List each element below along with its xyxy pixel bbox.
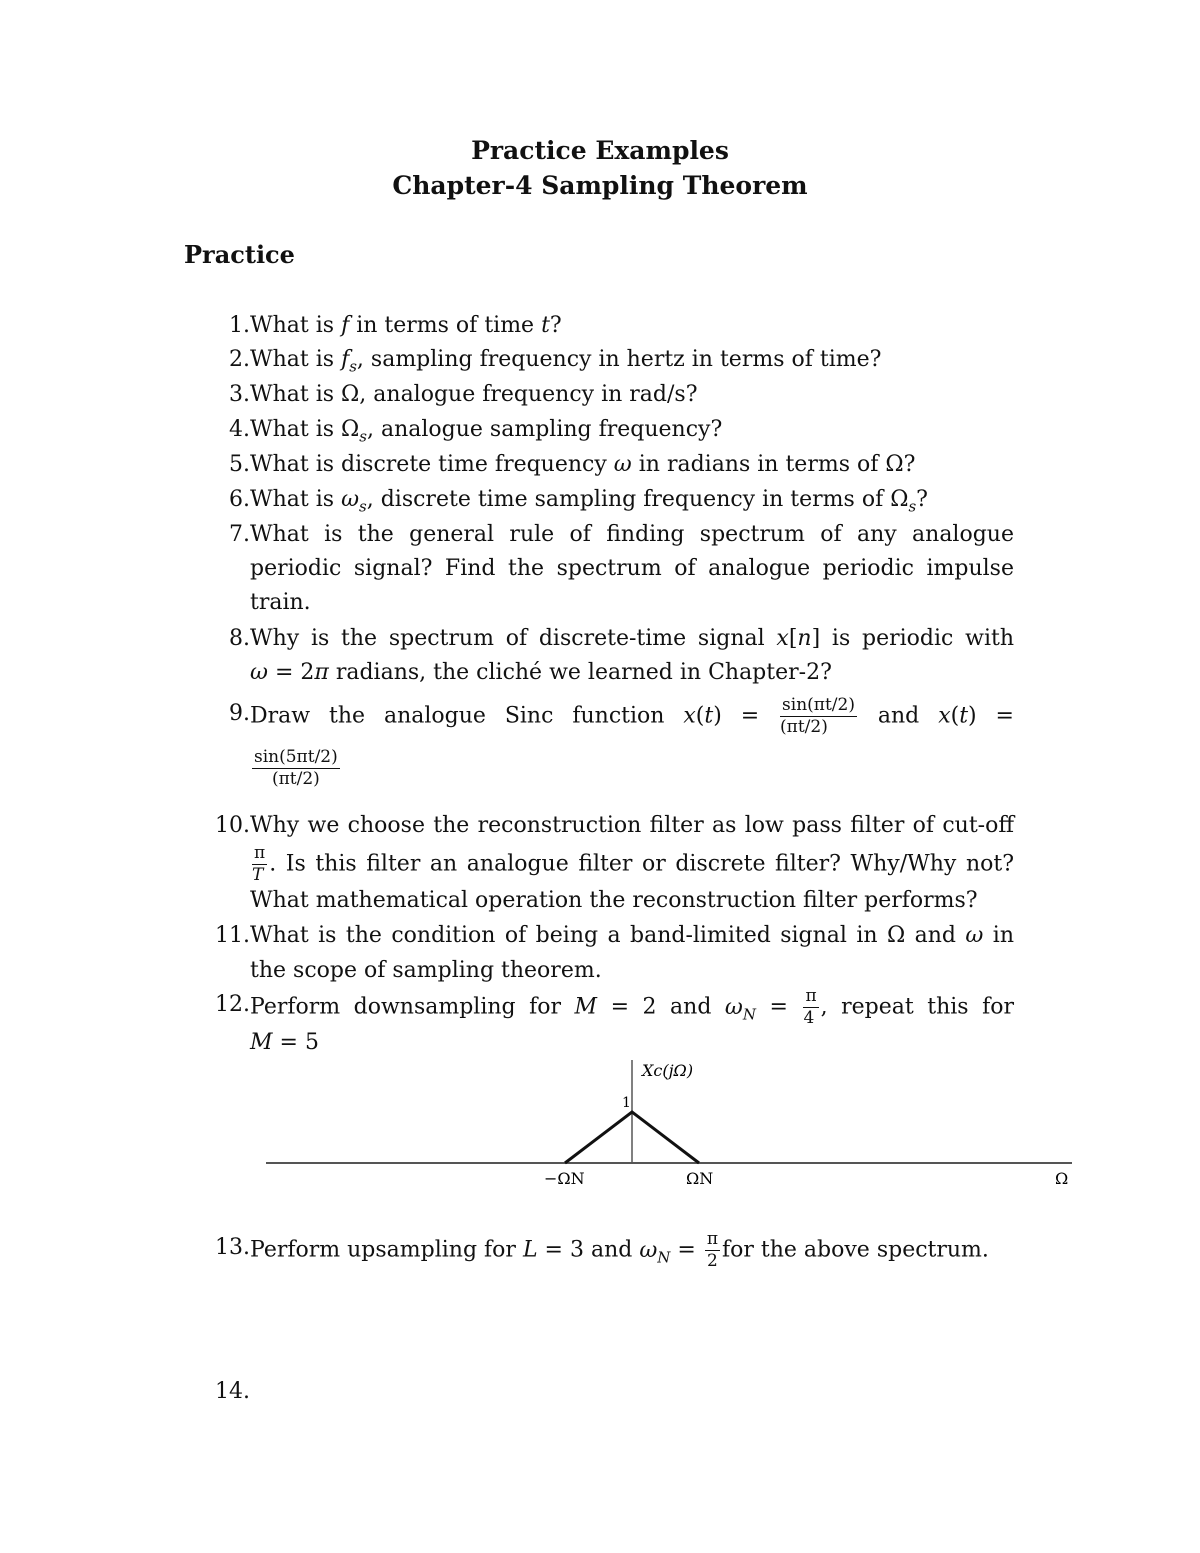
question-text: What is Ω, analogue frequency in rad/s? [250, 382, 698, 407]
page-subtitle: Chapter-4 Sampling Theorem [392, 171, 808, 200]
question-text: Perform upsampling for L = 3 and $\omega_N$ = $\frac{\pi}{2}$ for the above spectrum. [250, 1229, 989, 1271]
omega-fraction: $\frac{\pi}{4}$ [803, 986, 817, 1028]
question-text: What is $\Omega_s$, analogue sampling frequency? [250, 417, 723, 446]
spectrum-figure [0, 1050, 1200, 1200]
page-title: Practice Examples [471, 136, 729, 165]
question-text-2: ω = 2π radians, the cliché we learned in Chapter-2? [250, 660, 832, 685]
question-text: Perform downsampling for M = 2 and $\omega_N$ = $\frac{\pi}{4}$ , repeat this for [250, 986, 1014, 1028]
question-text: What is f in terms of time t? [250, 313, 562, 338]
question-text-2 [250, 749, 1014, 788]
sinc-fraction-2: $\frac{\sin(5\pi t/2)}{(\pi t/2)}$ [254, 747, 338, 789]
question-text-2: $\frac{\pi}{T}$ . Is this filter an analogue filter or discrete filter? Why/Why not? [252, 843, 1014, 885]
cutoff-fraction: $\frac{\pi}{T}$ [252, 843, 266, 885]
sinc-fraction-1: $\frac{\sin(\pi t/2)}{(\pi t/2)}$ [780, 695, 855, 737]
question-text: Draw the analogue Sinc function x(t) = $\frac{\sin(\pi t/2)}{(\pi t/2)}$ and x(t) = [250, 695, 1014, 737]
y-axis-label: Xc(jΩ) [642, 1061, 694, 1080]
question-text: What is discrete time frequency ω in radians in terms of Ω? [250, 452, 916, 477]
document-page: Practice Examples Chapter-4 Sampling Theorem Practice 1. What is f in terms of time t? 2. What is $f_s$, sampling frequency in hertz in terms of time? 3. What is Ω, analogue frequency in rad/s? 4. What is $\Omega_s$, analogue sampling frequency? 5. What is discrete time frequency ω in radians in terms of Ω? 6. What is $\omega_s$, discrete time sampling frequency in terms of $\Omega_s$? 7. What is the general rule of finding spectrum of any analogue periodic signal? Find the spectrum of analogue periodic impulse train. 8. Why is the spectrum of discrete-time signal x[n] is periodic with ω = 2π radians, the cliché we learned in Chapter-2? 9. Draw the analogue Sinc function x(t) = $\frac{\sin(\pi t/2)}{(\pi t/2)}$ and x(t) = $\frac{\sin(5\pi t/2)}{(\pi t/2)}$ 10. Why we choose the reconstruction filter as low pass filter of cut-off $\frac{\pi}{T}$ . Is this filter an analogue filter or discrete filter? Why/Why not? What mathematical operation the reconstruction filter performs? 11. What is the condition of being a band-limited signal in Ω and ω in the scope of sampling theorem. 12. Perform downsampling for M = 2 and $\omega_N$ = $\frac{\pi}{4}$ , repeat this for M = 5 Xc(jΩ) 1 −ΩN ΩN Ω 13. Perform upsampling for L = 3 and $\omega_N$ = $\frac{\pi}{2}$ for the above spectrum. 14. [0, 0, 1200, 1553]
question-text: What is $\omega_s$, discrete time sampling frequency in terms of $\Omega_s$? [250, 487, 928, 516]
pos-cutoff-label: ΩN [686, 1169, 714, 1188]
question-text: What is the condition of being a band-limited signal in Ω and ω in [250, 923, 1014, 948]
neg-cutoff-label: −ΩN [544, 1169, 585, 1188]
peak-label: 1 [622, 1095, 631, 1111]
question-text: What is $f_s$, sampling frequency in hertz in terms of time? [250, 347, 882, 376]
x-axis-label: Ω [1055, 1169, 1069, 1188]
question-text-2: M = 5 [250, 1030, 319, 1055]
omega-fraction: $\frac{\pi}{2}$ [706, 1229, 719, 1271]
question-text: Why is the spectrum of discrete-time signal x[n] is periodic with [250, 626, 1014, 651]
section-heading: Practice [184, 240, 295, 269]
